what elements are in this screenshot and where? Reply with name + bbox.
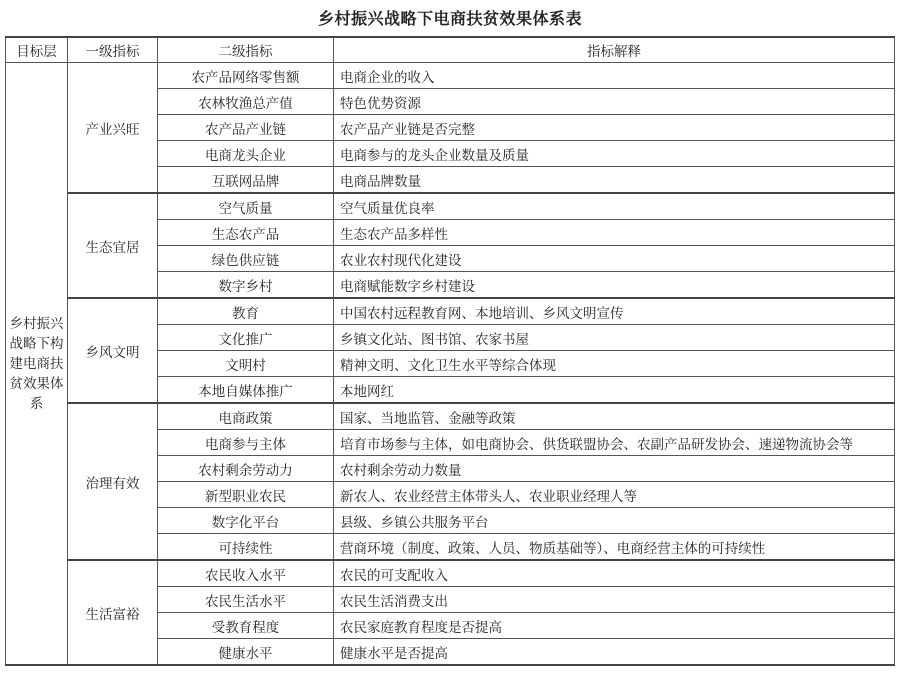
level1-indicator: 产业兴旺 [68, 63, 158, 194]
table-row [6, 403, 895, 430]
indicator-explanation: 乡镇文化站、图书馆、农家书屋 [334, 325, 895, 351]
indicator-explanation: 新农人、农业经营主体带头人、农业职业经理人等 [334, 482, 895, 508]
indicator-explanation: 农民生活消费支出 [334, 587, 895, 613]
indicator-explanation: 特色优势资源 [334, 89, 895, 115]
level2-indicator: 本地自媒体推广 [158, 377, 334, 404]
indicator-explanation: 营商环境（制度、政策、人员、物质基础等）、电商经营主体的可持续性 [334, 534, 895, 561]
level2-indicator: 数字乡村 [158, 272, 334, 299]
indicator-explanation: 农民家庭教育程度是否提高 [334, 613, 895, 639]
table-row [6, 298, 895, 325]
indicator-explanation: 电商企业的收入 [334, 63, 895, 89]
indicator-table [5, 36, 895, 666]
level2-indicator: 生态农产品 [158, 220, 334, 246]
indicator-explanation: 农村剩余劳动力数量 [334, 456, 895, 482]
indicator-explanation: 空气质量优良率 [334, 193, 895, 220]
level1-indicator: 生活富裕 [68, 560, 158, 665]
level2-indicator: 绿色供应链 [158, 246, 334, 272]
level2-indicator: 农产品产业链 [158, 115, 334, 141]
level2-indicator: 互联网品牌 [158, 167, 334, 194]
table-row [6, 193, 895, 220]
indicator-explanation: 农民的可支配收入 [334, 560, 895, 587]
level2-indicator: 受教育程度 [158, 613, 334, 639]
level2-indicator: 电商参与主体 [158, 430, 334, 456]
indicator-explanation: 电商赋能数字乡村建设 [334, 272, 895, 299]
level2-indicator: 可持续性 [158, 534, 334, 561]
indicator-explanation: 电商品牌数量 [334, 167, 895, 194]
indicator-explanation: 培育市场参与主体，如电商协会、供货联盟协会、农副产品研发协会、速递物流协会等 [334, 430, 895, 456]
indicator-explanation: 精神文明、文化卫生水平等综合体现 [334, 351, 895, 377]
level2-indicator: 教育 [158, 298, 334, 325]
table-body [6, 63, 895, 666]
header-explanation: 指标解释 [334, 37, 895, 63]
level2-indicator: 数字化平台 [158, 508, 334, 534]
level1-indicator: 生态宜居 [68, 193, 158, 298]
level2-indicator: 健康水平 [158, 639, 334, 666]
table-header [6, 37, 895, 63]
header-level2: 二级指标 [158, 37, 334, 63]
header-target-layer: 目标层 [6, 37, 68, 63]
level2-indicator: 文明村 [158, 351, 334, 377]
level1-indicator: 治理有效 [68, 403, 158, 560]
level2-indicator: 空气质量 [158, 193, 334, 220]
table-row [6, 560, 895, 587]
indicator-explanation: 农产品产业链是否完整 [334, 115, 895, 141]
level2-indicator: 农民收入水平 [158, 560, 334, 587]
indicator-explanation: 本地网红 [334, 377, 895, 404]
level2-indicator: 电商龙头企业 [158, 141, 334, 167]
indicator-explanation: 中国农村远程教育网、本地培训、乡风文明宣传 [334, 298, 895, 325]
indicator-explanation: 电商参与的龙头企业数量及质量 [334, 141, 895, 167]
level2-indicator: 新型职业农民 [158, 482, 334, 508]
indicator-explanation: 生态农产品多样性 [334, 220, 895, 246]
header-row [6, 37, 895, 63]
level2-indicator: 农民生活水平 [158, 587, 334, 613]
target-layer-cell: 乡村振兴 战略下构 建电商扶 贫效果体 系 [6, 63, 68, 666]
indicator-explanation: 县级、乡镇公共服务平台 [334, 508, 895, 534]
table-title: 乡村振兴战略下电商扶贫效果体系表 [317, 9, 582, 28]
level2-indicator: 农产品网络零售额 [158, 63, 334, 89]
level1-indicator: 乡风文明 [68, 298, 158, 403]
level2-indicator: 电商政策 [158, 403, 334, 430]
header-level1: 一级指标 [68, 37, 158, 63]
level2-indicator: 文化推广 [158, 325, 334, 351]
level2-indicator: 农林牧渔总产值 [158, 89, 334, 115]
indicator-explanation: 健康水平是否提高 [334, 639, 895, 666]
table-row [6, 63, 895, 89]
level2-indicator: 农村剩余劳动力 [158, 456, 334, 482]
indicator-explanation: 国家、当地监管、金融等政策 [334, 403, 895, 430]
indicator-explanation: 农业农村现代化建设 [334, 246, 895, 272]
